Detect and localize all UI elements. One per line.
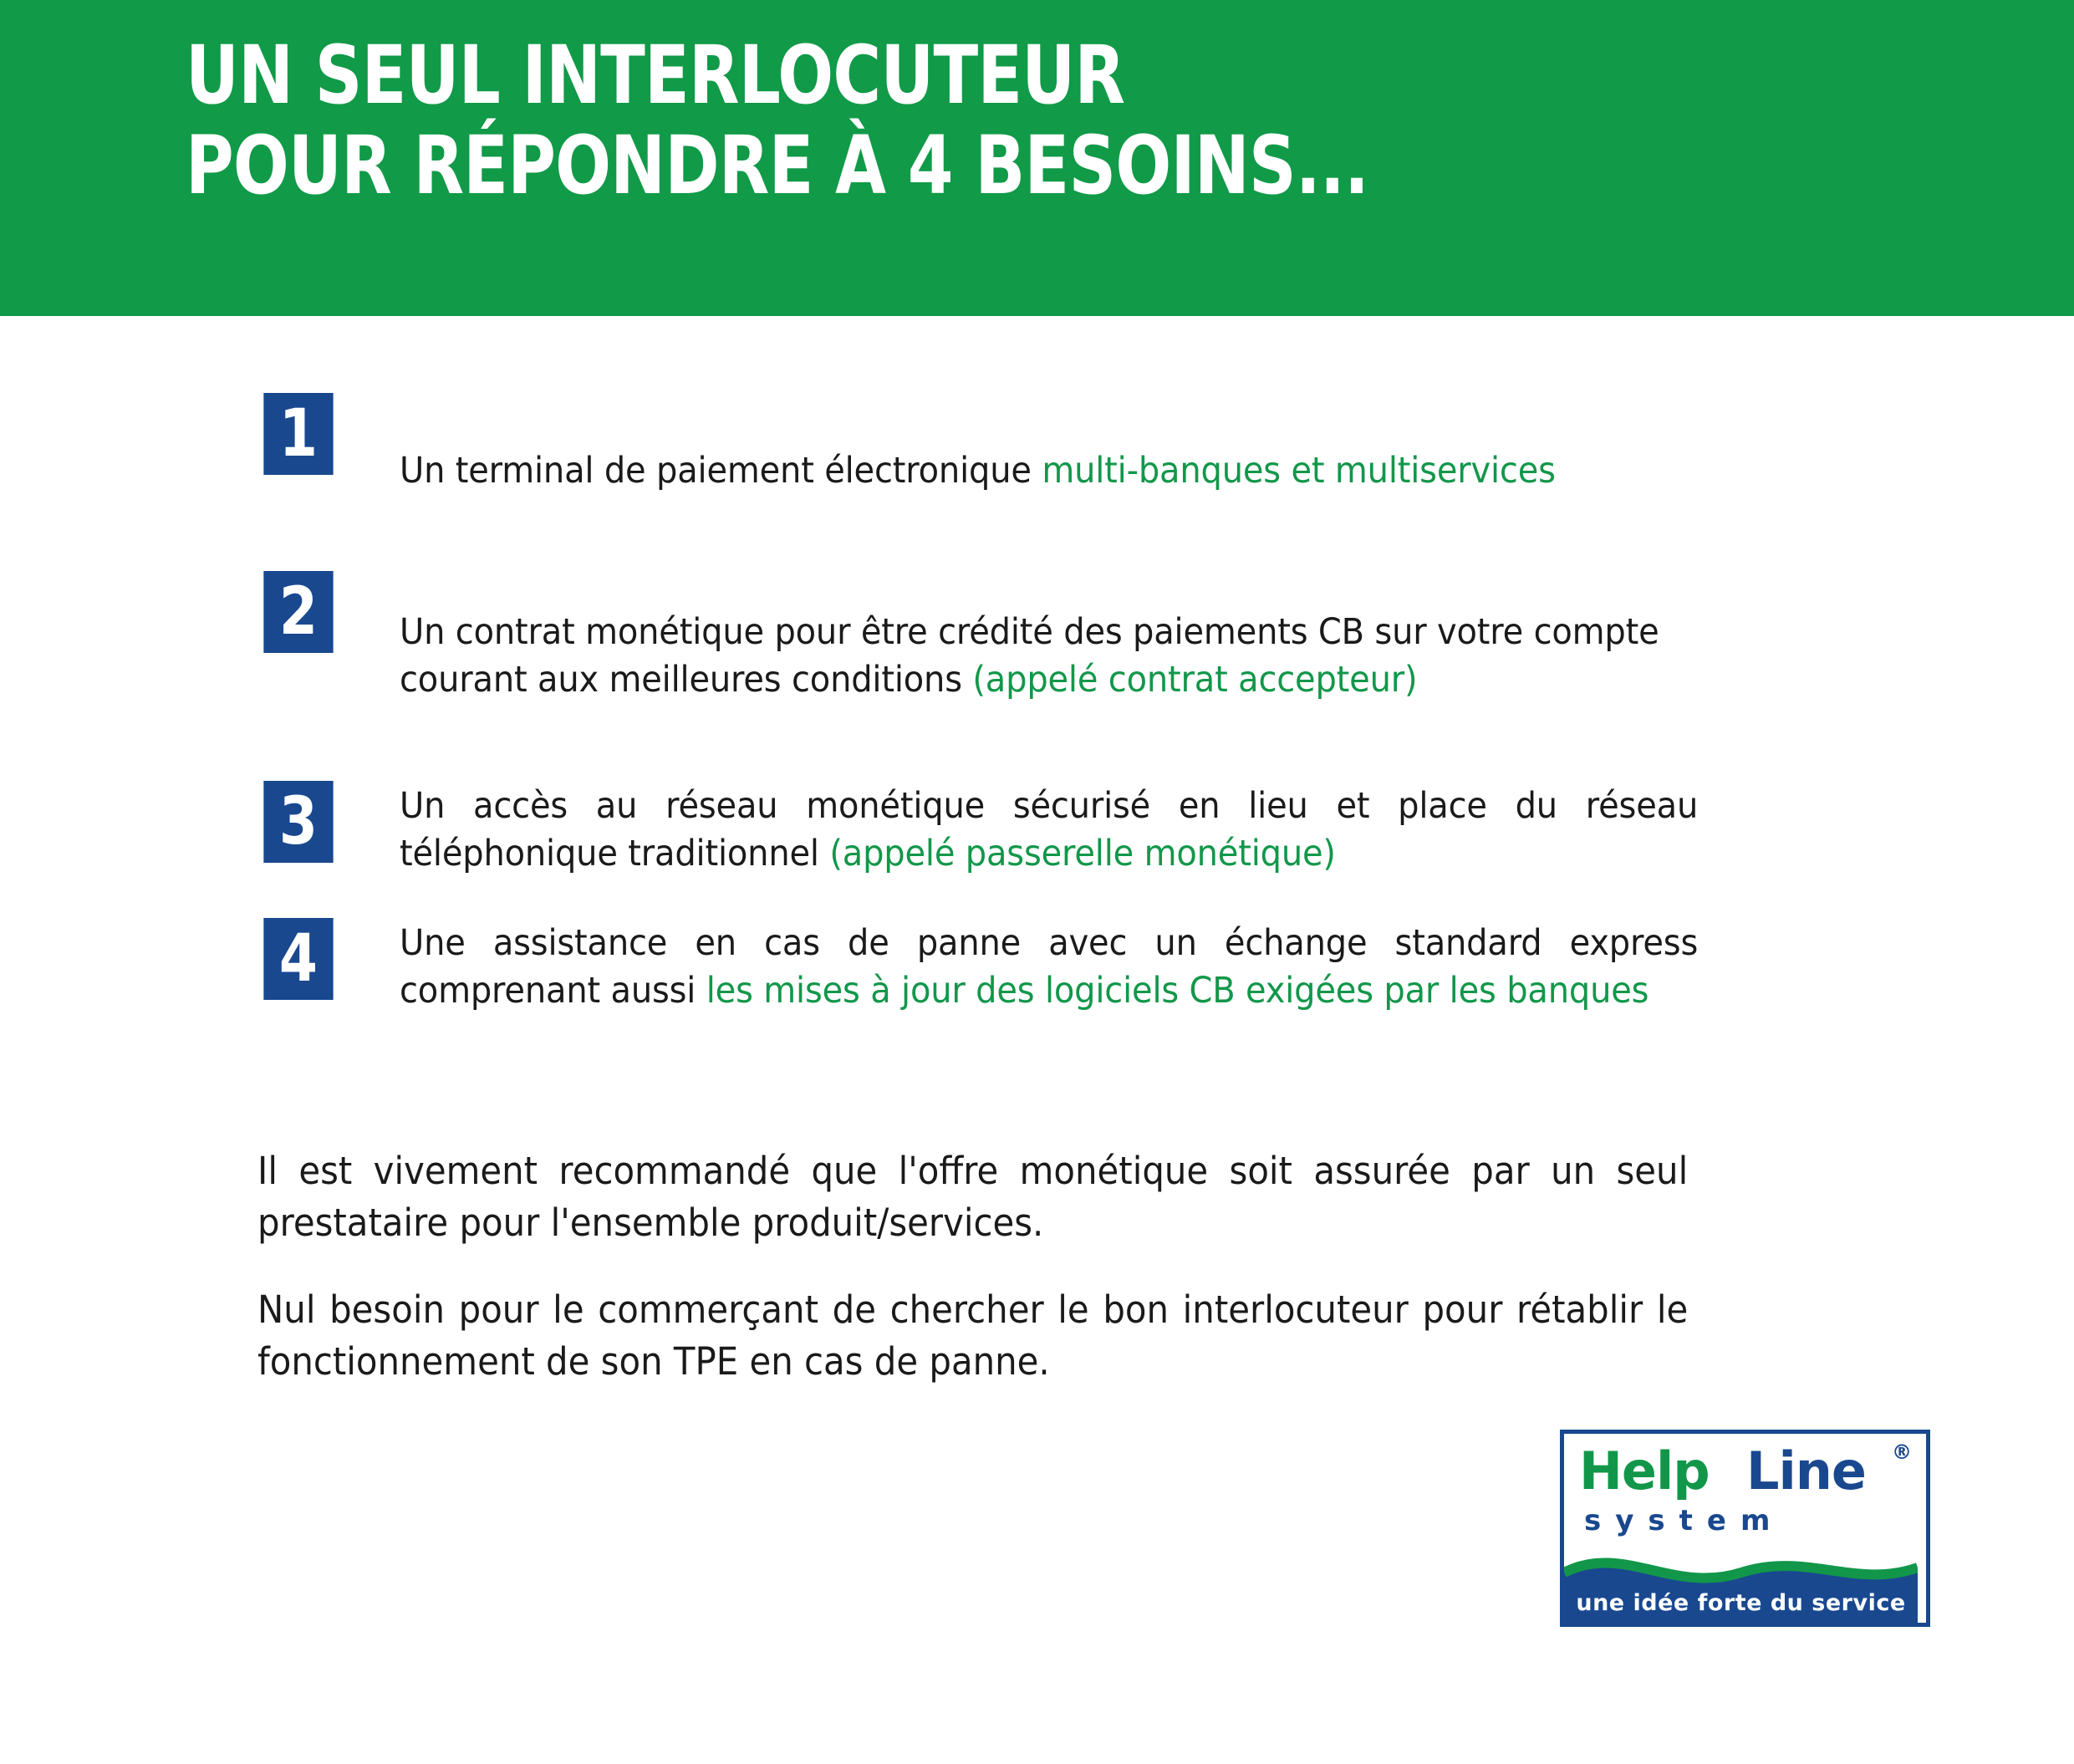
logo-word-system: system bbox=[1584, 1504, 1785, 1537]
list-item-number-badge: 1 bbox=[263, 393, 333, 475]
page-title-line-2: POUR RÉPONDRE À 4 BESOINS... bbox=[186, 119, 1369, 213]
list-item-number-badge: 3 bbox=[263, 781, 333, 863]
logo-word-help: Help bbox=[1579, 1440, 1710, 1501]
list-item bbox=[0, 571, 2074, 740]
list-item bbox=[0, 393, 2074, 531]
list-item-text-plain: Un accès au réseau monétique sécurisé en lieu et place du réseau téléphonique traditionnel bbox=[400, 784, 1699, 874]
logo-tagline: une idée forte du service bbox=[1576, 1590, 1906, 1616]
paragraph-no-need: Nul besoin pour le commerçant de chercher le bon interlocuteur pour rétablir le fonctionnement de son TPE en cas de panne. bbox=[257, 1287, 1689, 1384]
list-item-text-highlight: (appelé contrat accepteur) bbox=[972, 659, 1418, 701]
closing-paragraphs bbox=[257, 1145, 1688, 1388]
list-item-text-highlight: (appelé passerelle monétique) bbox=[829, 832, 1336, 874]
list-item-text bbox=[400, 393, 1698, 531]
logo-word-line: Line bbox=[1746, 1440, 1866, 1501]
list-item-text bbox=[400, 918, 1698, 1015]
list-item-text-highlight: multi-banques et multiservices bbox=[1042, 450, 1556, 492]
list-item-text-plain: Un terminal de paiement électronique bbox=[400, 450, 1042, 492]
list-item bbox=[0, 781, 2074, 878]
list-item-number-badge: 2 bbox=[263, 571, 333, 653]
paragraph-recommendation: Il est vivement recommandé que l'offre monétique soit assurée par un seul prestataire pour l'ensemble produit/services. bbox=[257, 1149, 1689, 1246]
list-item-text-plain: Un contrat monétique pour être crédité des paiements CB sur votre compte courant aux meilleures conditions bbox=[400, 611, 1659, 701]
list-item-text-plain: Une assistance en cas de panne avec un échange standard express comprenant aussi bbox=[400, 921, 1699, 1012]
list-item-text-highlight: les mises à jour des logiciels CB exigées par les banques bbox=[706, 970, 1649, 1012]
logo-top-area bbox=[1564, 1434, 1926, 1556]
page-title-line-1: UN SEUL INTERLOCUTEUR bbox=[186, 28, 1125, 122]
list-item bbox=[0, 918, 2074, 1015]
list-item-number-badge: 4 bbox=[263, 918, 333, 1000]
benefits-list bbox=[0, 393, 2074, 1055]
list-item-text bbox=[400, 571, 1698, 740]
list-item-text bbox=[400, 781, 1698, 878]
help-line-system-logo bbox=[1560, 1430, 1930, 1627]
page-title bbox=[186, 30, 1625, 212]
header-banner bbox=[0, 0, 2074, 316]
registered-trademark-icon: ® bbox=[1892, 1440, 1912, 1464]
